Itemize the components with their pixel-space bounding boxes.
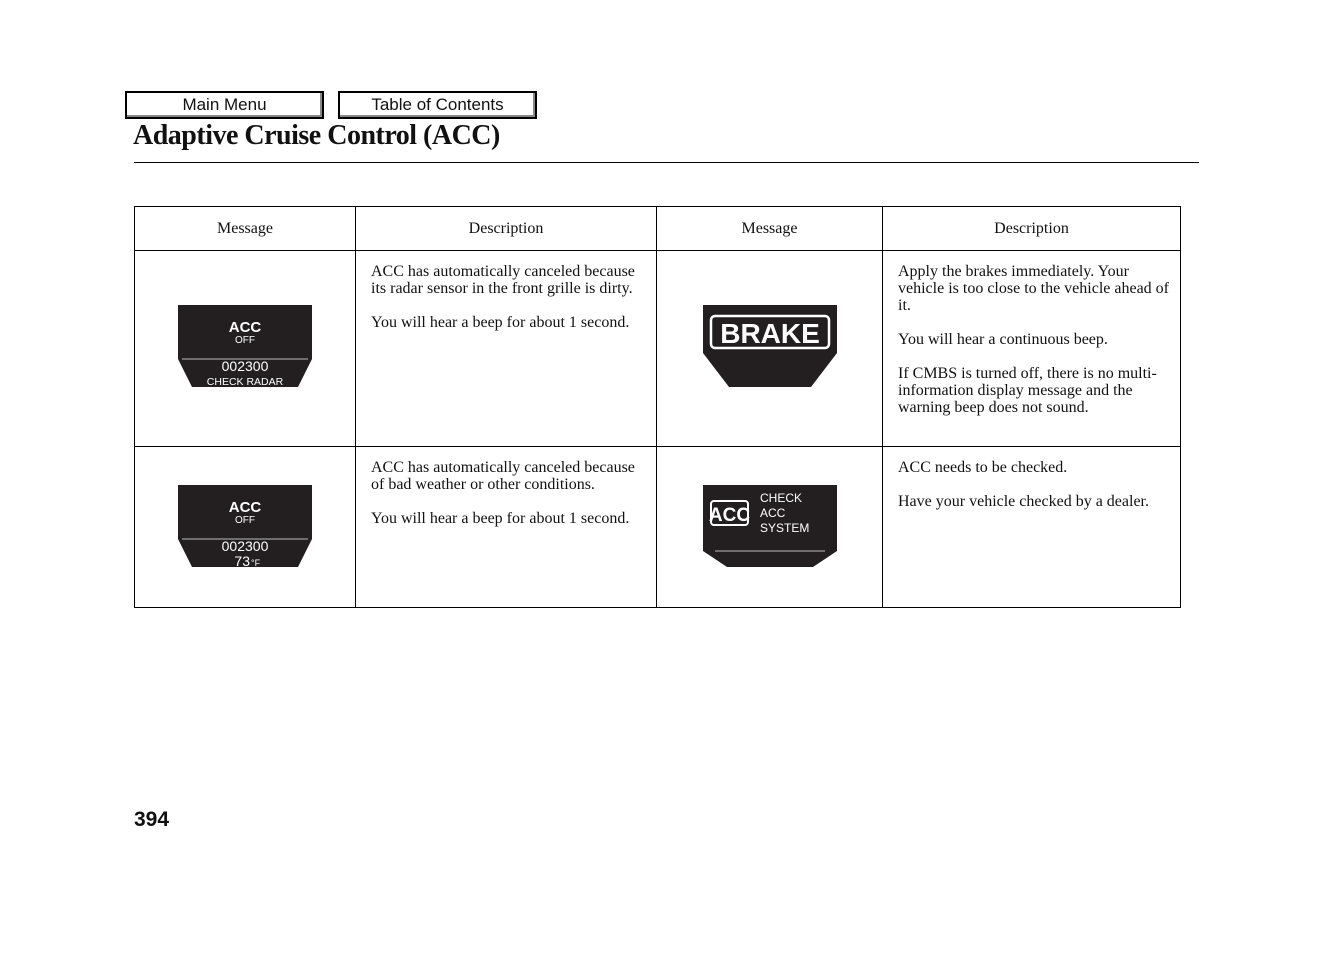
acc-off-check-radar-display bbox=[176, 303, 314, 389]
header-description: Description bbox=[356, 207, 657, 251]
display-acc-text: ACC bbox=[228, 499, 262, 516]
brake-text: BRAKE bbox=[719, 318, 820, 349]
table-header-row bbox=[135, 207, 1181, 251]
message-cell bbox=[135, 447, 356, 608]
odometer-text: 002300 bbox=[221, 538, 269, 554]
message-cell bbox=[135, 251, 356, 447]
odometer-text: 002300 bbox=[221, 358, 269, 374]
header-message: Message bbox=[657, 207, 883, 251]
table-row bbox=[135, 447, 1181, 608]
acc-badge-text: ACC bbox=[708, 505, 750, 526]
description-text: You will hear a beep for about 1 second. bbox=[371, 510, 630, 527]
brake-display bbox=[701, 303, 839, 389]
description-text: ACC needs to be checked. bbox=[898, 459, 1068, 476]
display-off-text: OFF bbox=[235, 515, 255, 526]
description-cell bbox=[883, 447, 1181, 608]
message-cell bbox=[657, 251, 883, 447]
acc-text: ACC bbox=[759, 506, 785, 520]
table-row bbox=[135, 251, 1181, 447]
header-description: Description bbox=[883, 207, 1181, 251]
description-cell bbox=[356, 251, 657, 447]
message-table bbox=[134, 206, 1181, 608]
description-text: ACC has automatically canceled because of bad weather or other conditions. bbox=[371, 459, 635, 493]
temperature-unit-text: °F bbox=[251, 558, 261, 568]
description-cell bbox=[356, 447, 657, 608]
check-radar-text: CHECK RADAR bbox=[206, 376, 284, 388]
description-text: ACC has automatically canceled because its radar sensor in the front grille is dirty. bbox=[371, 263, 635, 297]
description-text: You will hear a beep for about 1 second. bbox=[371, 314, 630, 331]
page-number: 394 bbox=[134, 808, 170, 831]
message-cell bbox=[657, 447, 883, 608]
temperature-text: 73 bbox=[234, 553, 250, 569]
description-text: You will hear a continuous beep. bbox=[898, 331, 1108, 348]
page-title: Adaptive Cruise Control (ACC) bbox=[133, 120, 500, 151]
display-acc-text: ACC bbox=[228, 319, 262, 336]
header-message: Message bbox=[135, 207, 356, 251]
description-cell bbox=[883, 251, 1181, 447]
description-text: Apply the brakes immediately. Your vehicle is too close to the vehicle ahead of it. bbox=[898, 263, 1170, 314]
description-text: If CMBS is turned off, there is no multi-information display message and the warning beep does not sound. bbox=[898, 365, 1157, 416]
check-acc-system-display bbox=[701, 483, 839, 569]
main-menu-button[interactable]: Main Menu bbox=[125, 91, 324, 119]
system-text: SYSTEM bbox=[759, 521, 809, 535]
description-text: Have your vehicle checked by a dealer. bbox=[898, 493, 1149, 510]
acc-off-temperature-display bbox=[176, 483, 314, 569]
display-off-text: OFF bbox=[235, 335, 255, 346]
table-of-contents-button[interactable]: Table of Contents bbox=[338, 91, 537, 119]
title-divider bbox=[134, 162, 1199, 163]
check-text: CHECK bbox=[759, 491, 802, 505]
